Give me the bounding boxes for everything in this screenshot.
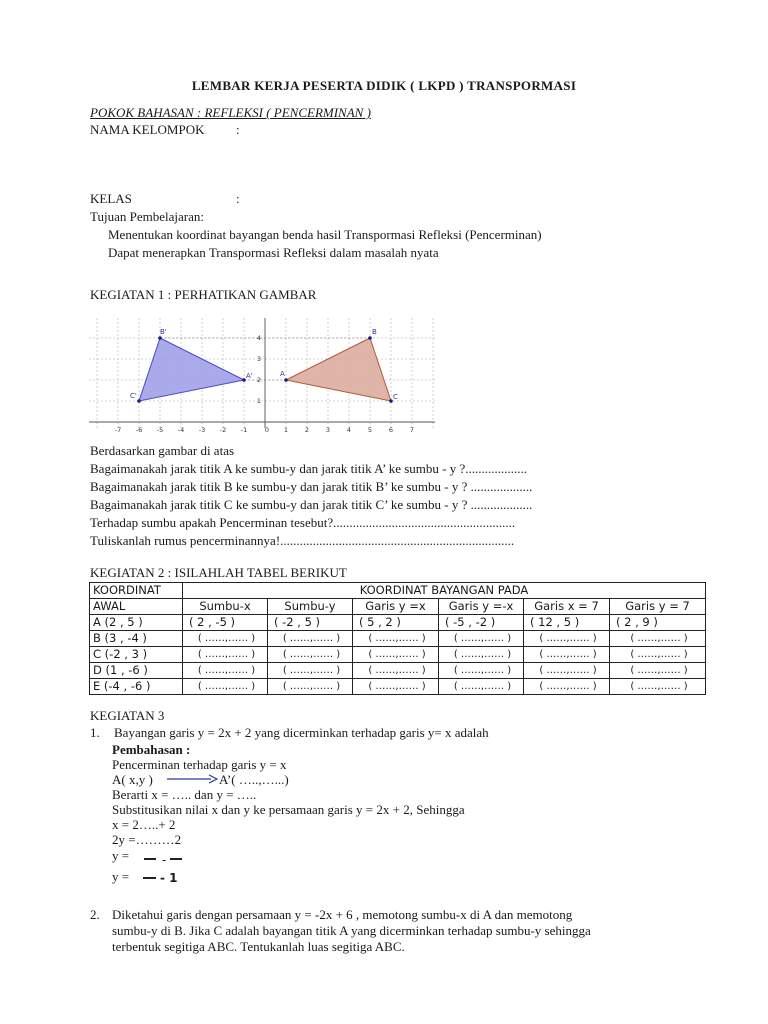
tujuan-label: Tujuan Pembelajaran: (90, 209, 204, 224)
table-cell[interactable]: ( ……,…… ) (610, 679, 706, 695)
tujuan-item-1: Menentukan koordinat bayangan benda hasil Transpormasi Refleksi (Pencerminan) (108, 227, 542, 242)
table-cell[interactable]: ( ……,…… ) (524, 679, 610, 695)
tujuan-item-2: Dapat menerapkan Transpormasi Refleksi dalam masalah nyata (108, 245, 439, 260)
y-tick-label: 4 (256, 334, 261, 342)
kegiatan-3-heading: KEGIATAN 3 (90, 708, 165, 723)
pembahasan-line-1: Pencerminan terhadap garis y = x (112, 757, 287, 772)
point-label: B (372, 328, 377, 336)
table-row (90, 679, 706, 695)
question-1: Bagaimanakah jarak titik A ke sumbu-y dan jarak titik A’ ke sumbu - y ?................... (90, 461, 527, 476)
row-awal: A (2 , 5 ) (90, 615, 183, 631)
pembahasan-line-7: y = (112, 848, 130, 863)
fraction-bar (144, 858, 156, 860)
pembahasan-line-8: y = (112, 869, 130, 884)
table-cell[interactable]: ( ……,…… ) (268, 647, 353, 663)
header-awal: AWAL (90, 599, 183, 615)
x-tick-label: -3 (198, 426, 206, 434)
point-marker (368, 336, 372, 340)
row-awal: B (3 , -4 ) (90, 631, 183, 647)
fraction-bar (143, 877, 156, 879)
column-header: Garis y = 7 (610, 599, 706, 615)
question-2: Bagaimanakah jarak titik B ke sumbu-y dan jarak titik B’ ke sumbu - y ? ................... (90, 479, 533, 494)
column-header: Sumbu-y (268, 599, 353, 615)
x-tick-label: -7 (114, 426, 122, 434)
kelas-colon: : (236, 191, 240, 206)
table-cell[interactable]: ( ……,…… ) (183, 663, 268, 679)
table-cell[interactable]: ( ……,…… ) (524, 663, 610, 679)
table-cell[interactable]: ( ……,…… ) (268, 631, 353, 647)
table-cell[interactable]: ( ……,…… ) (610, 647, 706, 663)
fraction-bar (170, 858, 182, 860)
pembahasan-point-a-image: A’( …..,…...) (219, 772, 289, 787)
header-bayangan: KOORDINAT BAYANGAN PADA (183, 583, 706, 599)
pembahasan-line-5: x = 2…..+ 2 (112, 817, 176, 832)
k3-item-2-number: 2. (90, 907, 100, 922)
x-tick-label: -6 (135, 426, 143, 434)
table-cell: ( -5 , -2 ) (439, 615, 524, 631)
x-tick-label: 6 (388, 426, 394, 434)
column-header-row (90, 599, 706, 615)
reflection-graph (89, 318, 435, 440)
x-tick-label: -1 (240, 426, 248, 434)
minus-sign: - (162, 853, 167, 867)
table-row (90, 615, 706, 631)
x-tick-label: 0 (264, 426, 270, 434)
point-label: C' (130, 392, 137, 400)
question-4: Terhadap sumbu apakah Pencerminan tesebut?........................................................ (90, 515, 516, 530)
row-awal: C (-2 , 3 ) (90, 647, 183, 663)
column-header: Garis y =x (353, 599, 439, 615)
table-cell[interactable]: ( ……,…… ) (439, 679, 524, 695)
point-marker (158, 336, 162, 340)
pembahasan-line-3: Berarti x = ….. dan y = ….. (112, 787, 257, 802)
table-row (90, 631, 706, 647)
x-tick-label: -2 (219, 426, 227, 434)
point-label: C (393, 393, 398, 401)
pembahasan-line-6: 2y =………2 (112, 832, 182, 847)
koordinat-table (89, 582, 706, 695)
table-cell[interactable]: ( ……,…… ) (610, 631, 706, 647)
table-cell[interactable]: ( ……,…… ) (183, 631, 268, 647)
x-tick-label: 3 (325, 426, 331, 434)
point-marker (137, 399, 141, 403)
pembahasan-point-a: A( x,y ) (112, 772, 153, 787)
point-marker (284, 378, 288, 382)
x-tick-label: 1 (283, 426, 289, 434)
table-cell[interactable]: ( ……,…… ) (524, 647, 610, 663)
table-cell: ( 5 , 2 ) (353, 615, 439, 631)
nama-kelompok-colon: : (236, 122, 240, 137)
table-cell[interactable]: ( ……,…… ) (353, 631, 439, 647)
table-cell[interactable]: ( ……,…… ) (524, 631, 610, 647)
pembahasan-line-4: Substitusikan nilai x dan y ke persamaan garis y = 2x + 2, Sehingga (112, 802, 465, 817)
table-cell[interactable]: ( ……,…… ) (439, 631, 524, 647)
question-intro: Berdasarkan gambar di atas (90, 443, 235, 458)
table-cell: ( -2 , 5 ) (268, 615, 353, 631)
y-tick-label: 1 (256, 397, 261, 405)
table-cell: ( 2 , -5 ) (183, 615, 268, 631)
header-koordinat: KOORDINAT (90, 583, 183, 599)
row-awal: E (-4 , -6 ) (90, 679, 183, 695)
x-tick-label: -4 (177, 426, 185, 434)
column-header: Sumbu-x (183, 599, 268, 615)
pembahasan-label: Pembahasan : (112, 742, 191, 757)
y-tick-label: 3 (256, 355, 261, 363)
question-5: Tuliskanlah rumus pencerminannya!........................................................................ (90, 533, 515, 548)
y-tick-label: 2 (256, 376, 261, 384)
pokok-bahasan: POKOK BAHASAN : REFLEKSI ( PENCERMINAN ) (90, 105, 371, 120)
arrow-icon (165, 773, 219, 785)
table-cell: ( 12 , 5 ) (524, 615, 610, 631)
k3-item-1-number: 1. (90, 725, 100, 740)
x-tick-label: 5 (367, 426, 373, 434)
x-tick-label: 7 (409, 426, 415, 434)
table-cell[interactable]: ( ……,…… ) (183, 647, 268, 663)
k3-item-1-text: Bayangan garis y = 2x + 2 yang dicerminkan terhadap garis y= x adalah (114, 725, 489, 740)
x-tick-label: 2 (304, 426, 310, 434)
page-title: LEMBAR KERJA PESERTA DIDIK ( LKPD ) TRANSPORMASI (191, 78, 577, 93)
x-tick-label: 4 (346, 426, 352, 434)
k3-item-2-line-2: sumbu-y di B. Jika C adalah bayangan titik A yang dicerminkan terhadap sumbu-y sehingga (112, 923, 591, 938)
table-cell[interactable]: ( ……,…… ) (183, 679, 268, 695)
minus-one: - 1 (160, 871, 178, 885)
column-header: Garis x = 7 (524, 599, 610, 615)
table-row (90, 663, 706, 679)
kegiatan-2-heading: KEGIATAN 2 : ISILAHLAH TABEL BERIKUT (90, 565, 347, 580)
nama-kelompok-label: NAMA KELOMPOK (90, 122, 205, 137)
k3-item-2-line-3: terbentuk segitiga ABC. Tentukanlah luas segitiga ABC. (112, 939, 405, 954)
kegiatan-1-heading: KEGIATAN 1 : PERHATIKAN GAMBAR (90, 287, 317, 302)
table-cell: ( 2 , 9 ) (610, 615, 706, 631)
table-row (90, 647, 706, 663)
table-cell[interactable]: ( ……,…… ) (353, 679, 439, 695)
table-cell[interactable]: ( ……,…… ) (268, 663, 353, 679)
table-cell[interactable]: ( ……,…… ) (439, 663, 524, 679)
point-label: A' (246, 372, 253, 380)
k3-item-2-line-1: Diketahui garis dengan persamaan y = -2x + 6 , memotong sumbu-x di A dan memotong (112, 907, 573, 922)
point-label: A (280, 370, 285, 378)
table-cell[interactable]: ( ……,…… ) (610, 663, 706, 679)
table-cell[interactable]: ( ……,…… ) (353, 647, 439, 663)
x-tick-label: -5 (156, 426, 164, 434)
question-3: Bagaimanakah jarak titik C ke sumbu-y dan jarak titik C’ ke sumbu - y ? ................... (90, 497, 533, 512)
table-cell[interactable]: ( ……,…… ) (439, 647, 524, 663)
kelas-label: KELAS (90, 191, 132, 206)
point-label: B' (160, 328, 167, 336)
column-header: Garis y =-x (439, 599, 524, 615)
table-cell[interactable]: ( ……,…… ) (353, 663, 439, 679)
row-awal: D (1 , -6 ) (90, 663, 183, 679)
table-cell[interactable]: ( ……,…… ) (268, 679, 353, 695)
